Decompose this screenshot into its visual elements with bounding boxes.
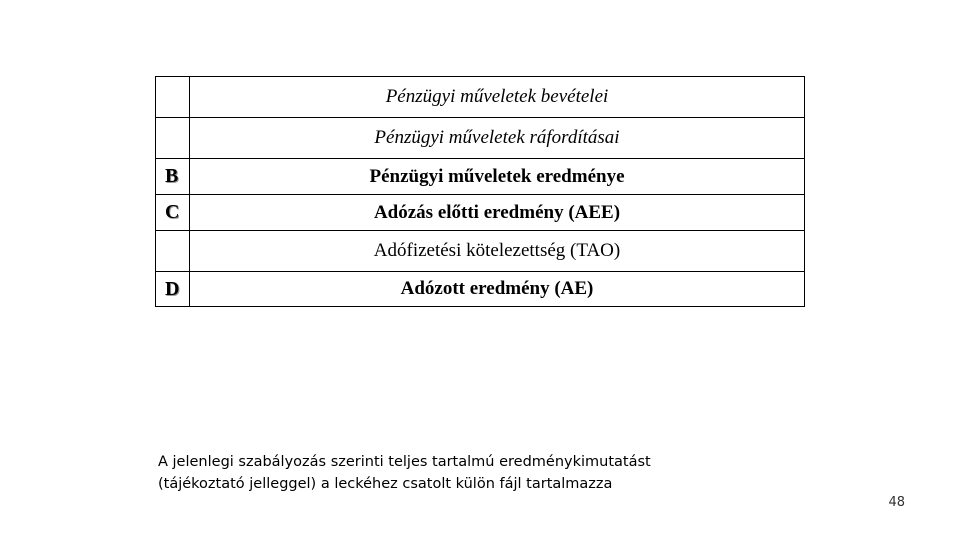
- row-label: Adózás előtti eredmény (AEE): [190, 195, 805, 231]
- table-row: [156, 77, 805, 118]
- row-code: B: [156, 159, 190, 195]
- row-label: Pénzügyi műveletek eredménye: [190, 159, 805, 195]
- page-number: 48: [888, 495, 905, 510]
- table-row: [156, 231, 805, 272]
- table-row: [156, 118, 805, 159]
- row-code: C: [156, 195, 190, 231]
- row-label: Pénzügyi műveletek bevételei: [190, 77, 805, 118]
- row-code: [156, 118, 190, 159]
- footnote-line: (tájékoztató jelleggel) a leckéhez csatolt külön fájl tartalmazza: [158, 476, 613, 492]
- table-row: [156, 159, 805, 195]
- table-row: [156, 272, 805, 307]
- row-code: [156, 77, 190, 118]
- row-label: Adózott eredmény (AE): [190, 272, 805, 307]
- footnote: [158, 451, 651, 495]
- table-row: [156, 195, 805, 231]
- income-statement-table: [155, 76, 805, 307]
- row-label: Adófizetési kötelezettség (TAO): [190, 231, 805, 272]
- row-label: Pénzügyi műveletek ráfordításai: [190, 118, 805, 159]
- row-code: D: [156, 272, 190, 307]
- row-code: [156, 231, 190, 272]
- footnote-line: A jelenlegi szabályozás szerinti teljes tartalmú eredménykimutatást: [158, 454, 651, 470]
